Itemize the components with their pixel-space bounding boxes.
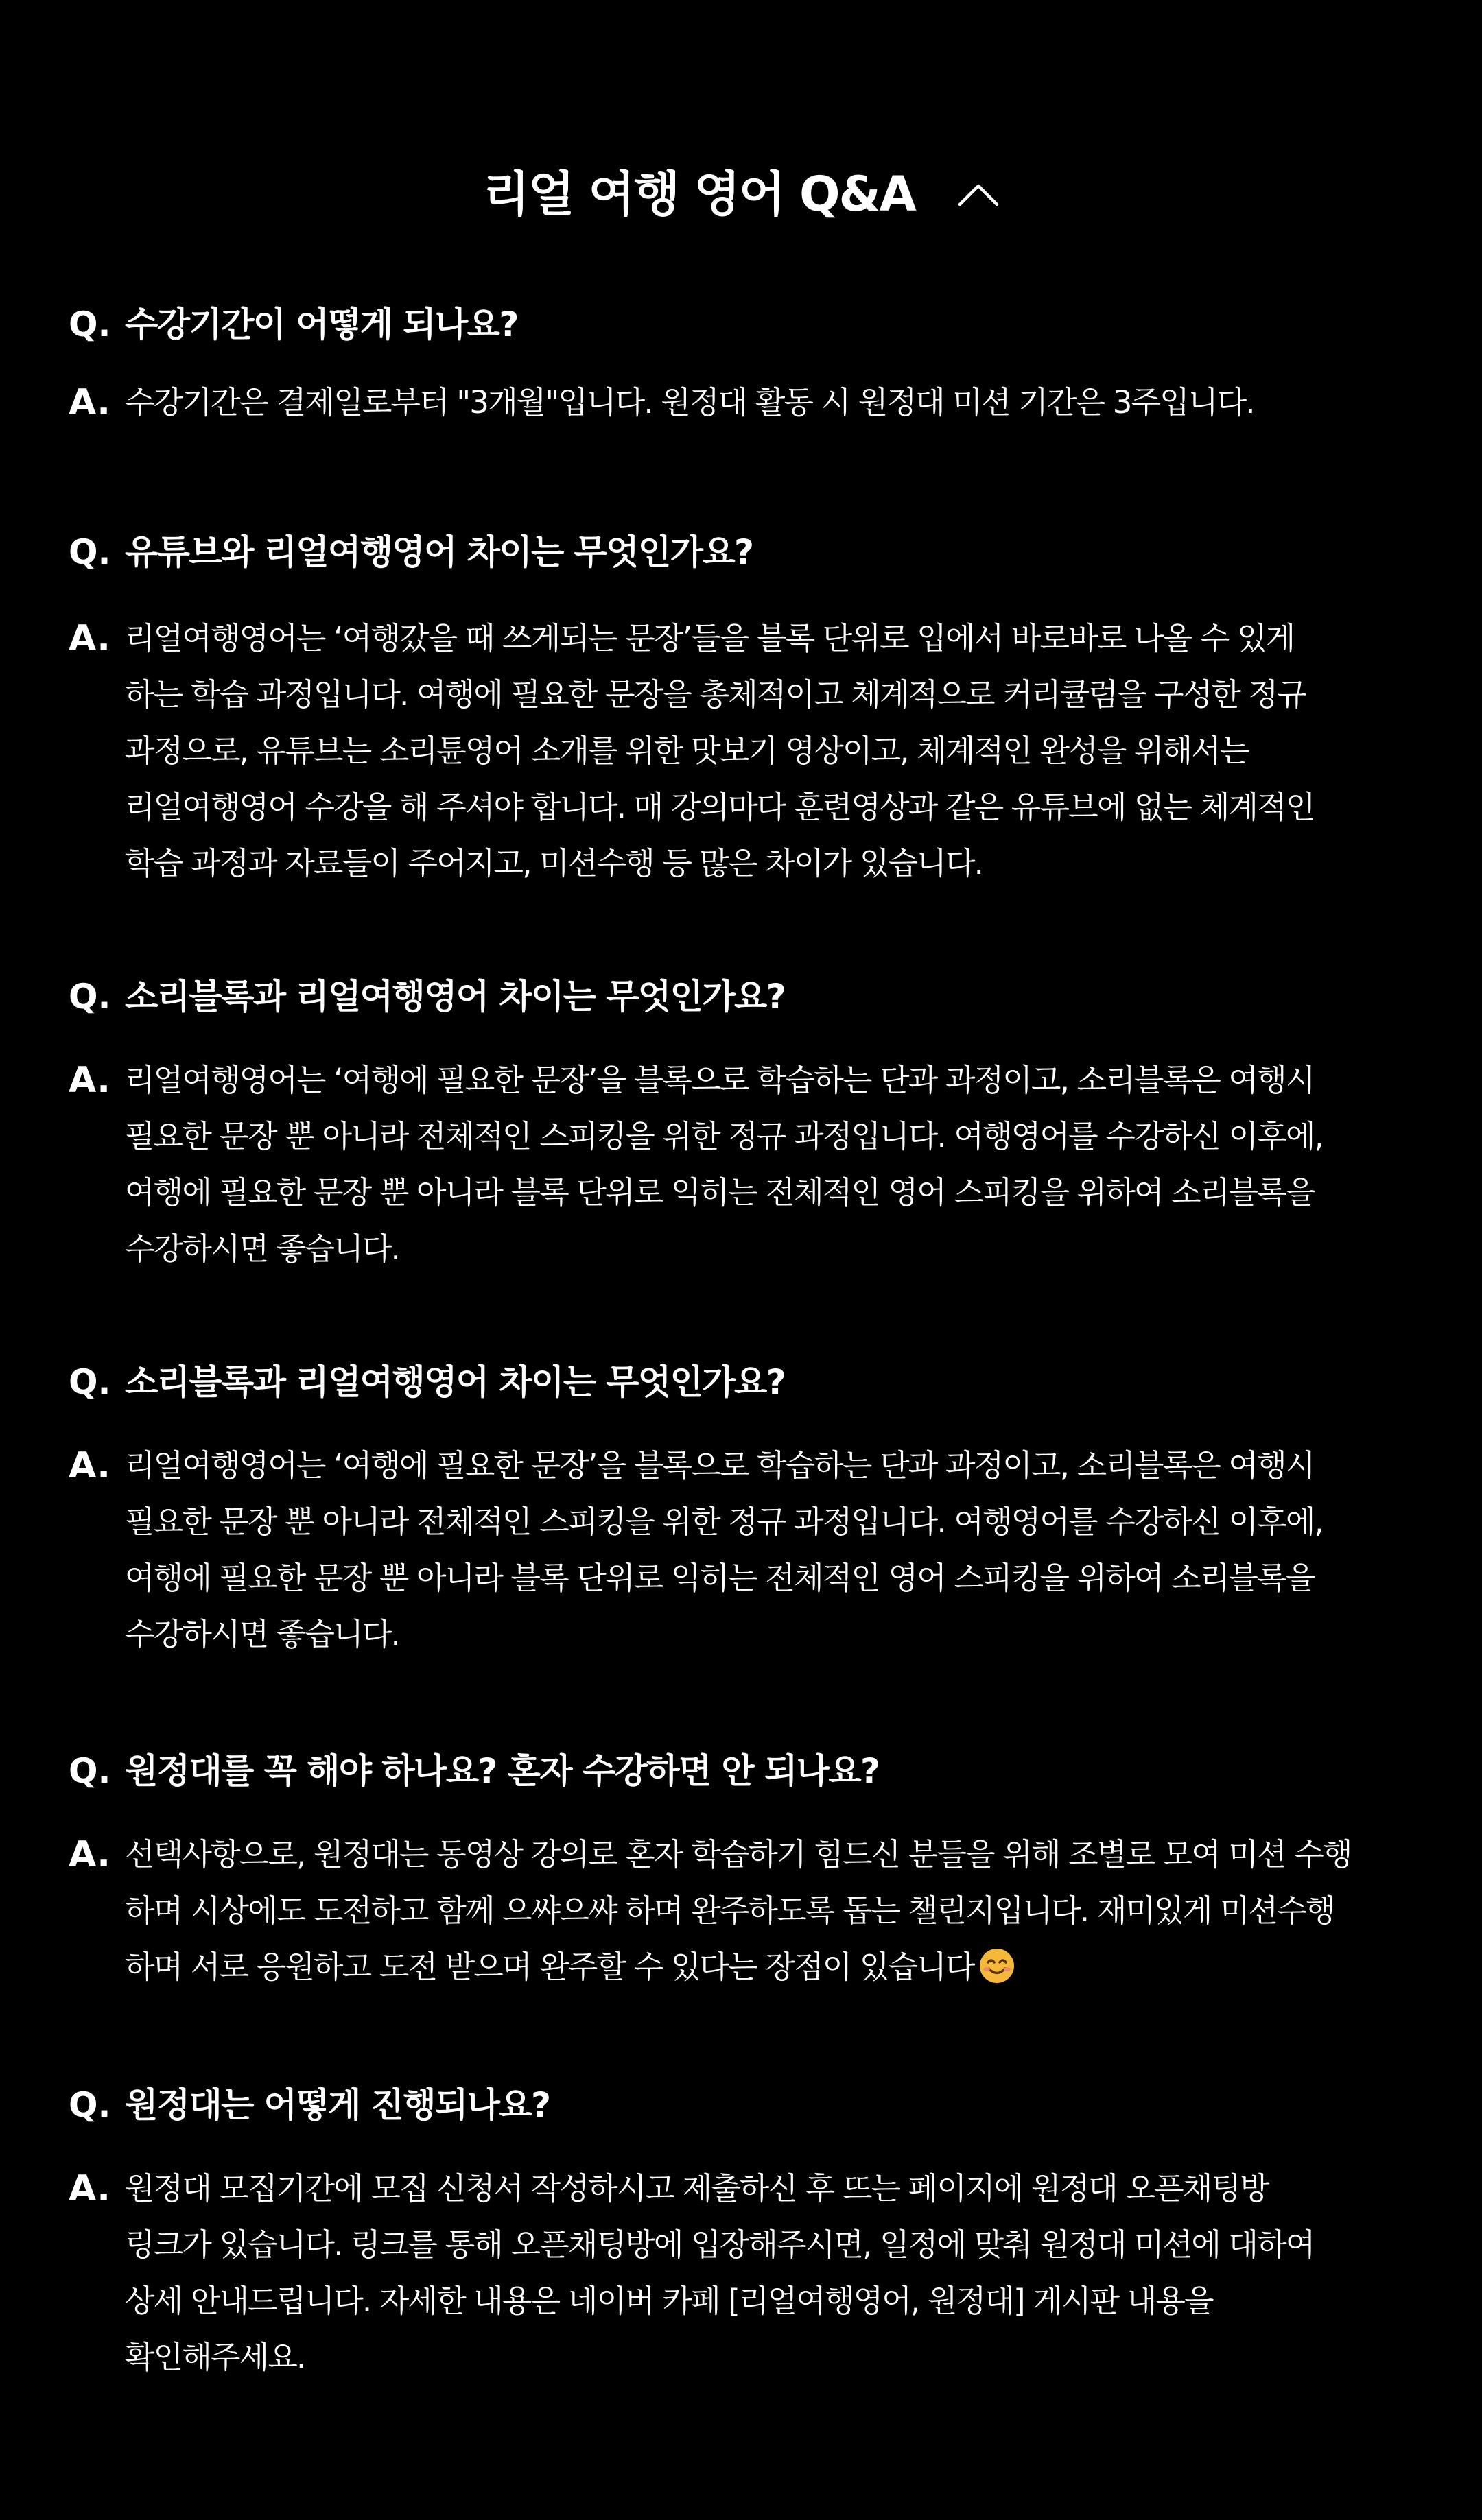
faq-item [69,1751,1434,1995]
faq-answer [69,375,1434,431]
question-text: 유튜브와 리얼여행영어 차이는 무엇인가요? [125,532,753,572]
answer-marker: A. [69,1445,110,1486]
faq-header[interactable] [0,156,1482,232]
answer-text: 수강기간은 결제일로부터 "3개월"입니다. 원정대 활동 시 원정대 미션 기간은 3주입니다. [125,384,1254,420]
answer-text: 선택사항으로, 원정대는 동영상 강의로 혼자 학습하기 힘드신 분들을 위해 조별로 모여 미션 수행 하며 시상에도 도전하고 함께 으쌰으쌰 하며 완주하도록 돕는 챌린지입니다. 재미있게 미션수행 하며 서로 응원하고 도전 받으며 완주할 수 있다는 장점이 있습니다 [125,1836,1352,1985]
faq-answer [69,1438,1434,1663]
question-text: 소리블록과 리얼여행영어 차이는 무엇인가요? [125,1362,786,1402]
faq-item [69,979,1434,1277]
answer-marker: A. [69,618,110,659]
answer-marker: A. [69,1834,110,1875]
question-marker: Q. [69,305,111,344]
faq-question[interactable] [69,1751,1434,1792]
smiling-face-icon [978,1947,1015,1984]
faq-question[interactable] [69,307,1434,346]
question-text: 수강기간이 어떻게 되나요? [125,305,518,344]
answer-text: 리얼여행영어는 ‘여행에 필요한 문장’을 블록으로 학습하는 단과 과정이고, 소리블록은 여행시 필요한 문장 뿐 아니라 전체적인 스피킹을 위한 정규 과정입니다. 여행영어를 수강하신 이후에, 여행에 필요한 문장 뿐 아니라 블록 단위로 익히는 전체적인 영어 스피킹을 위하여 소리블록을 수강하시면 좋습니다. [125,1062,1324,1267]
faq-answer [69,2161,1434,2386]
answer-marker: A. [69,1060,110,1101]
answer-text: 리얼여행영어는 ‘여행에 필요한 문장’을 블록으로 학습하는 단과 과정이고, 소리블록은 여행시 필요한 문장 뿐 아니라 전체적인 스피킹을 위한 정규 과정입니다. 여행영어를 수강하신 이후에, 여행에 필요한 문장 뿐 아니라 블록 단위로 익히는 전체적인 영어 스피킹을 위하여 소리블록을 수강하시면 좋습니다. [125,1447,1324,1652]
collapse-toggle-button[interactable] [958,179,999,209]
question-text: 원정대는 어떻게 진행되나요? [125,2085,550,2125]
question-text: 소리블록과 리얼여행영어 차이는 무엇인가요? [125,977,786,1017]
page-title: 리얼 여행 영어 Q&A [483,166,915,222]
faq-question[interactable] [69,979,1434,1018]
faq-question[interactable] [69,2085,1434,2126]
answer-text: 원정대 모집기간에 모집 신청서 작성하시고 제출하신 후 뜨는 페이지에 원정대 오픈채팅방 링크가 있습니다. 링크를 통해 오픈채팅방에 입장해주시면, 일정에 맞춰 원정대 미션에 대하여 상세 안내드립니다. 자세한 내용은 네이버 카페 [리얼여행영어, 원정대] 게시판 내용을 확인해주세요. [125,2170,1315,2375]
answer-marker: A. [69,2168,110,2209]
faq-answer [69,1052,1434,1277]
question-marker: Q. [69,1362,111,1402]
question-marker: Q. [69,977,111,1017]
faq-item [69,2085,1434,2386]
question-marker: Q. [69,2085,111,2125]
faq-question[interactable] [69,1362,1434,1403]
question-marker: Q. [69,1751,111,1791]
chevron-up-icon [958,182,999,206]
answer-text: 리얼여행영어는 ‘여행갔을 때 쓰게되는 문장’들을 블록 단위로 입에서 바로바로 나올 수 있게 하는 학습 과정입니다. 여행에 필요한 문장을 총체적이고 체계적으로 커리큘럼을 구성한 정규 과정으로, 유튜브는 소리튠영어 소개를 위한 맛보기 영상이고, 체계적인 완성을 위해서는 리얼여행영어 수강을 해 주셔야 합니다. 매 강의마다 훈련영상과 같은 유튜브에 없는 체계적인 학습 과정과 자료들이 주어지고, 미션수행 등 많은 차이가 있습니다. [125,620,1315,881]
question-text: 원정대를 꼭 해야 하나요? 혼자 수강하면 안 되나요? [125,1751,880,1791]
faq-item [69,307,1434,431]
faq-answer [69,1827,1434,1995]
faq-item [69,1362,1434,1663]
answer-marker: A. [69,382,110,423]
question-marker: Q. [69,532,111,572]
faq-answer [69,610,1434,892]
faq-item [69,532,1434,892]
faq-question[interactable] [69,532,1434,573]
